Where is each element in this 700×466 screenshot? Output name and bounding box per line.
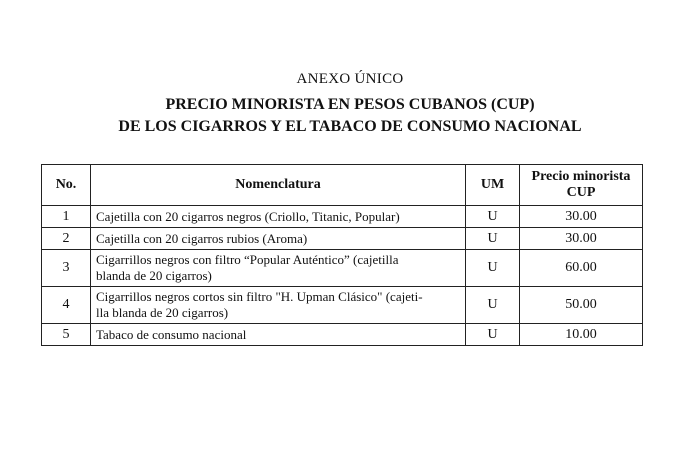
row-price: 30.00	[520, 228, 643, 250]
document-title-line-2: DE LOS CIGARROS Y EL TABACO DE CONSUMO NACIONAL	[118, 118, 582, 135]
row-nomenclatura-line-2: lla blanda de 20 cigarros)	[96, 305, 229, 320]
row-nomenclatura	[91, 250, 466, 287]
row-nomenclatura	[91, 324, 466, 346]
table-row	[42, 287, 643, 324]
row-um: U	[466, 287, 520, 324]
row-um: U	[466, 228, 520, 250]
table-row	[42, 206, 643, 228]
document-title-line-1: PRECIO MINORISTA EN PESOS CUBANOS (CUP)	[165, 96, 535, 113]
row-price: 30.00	[520, 206, 643, 228]
row-nomenclatura	[91, 287, 466, 324]
table-row	[42, 228, 643, 250]
column-header-price-line-1: Precio minorista	[531, 169, 631, 184]
table-header-row	[42, 165, 643, 206]
price-table	[41, 164, 643, 346]
row-price: 50.00	[520, 287, 643, 324]
table-row	[42, 250, 643, 287]
column-header-nomenclatura: Nomenclatura	[91, 165, 466, 206]
row-nomenclatura	[91, 228, 466, 250]
row-um: U	[466, 206, 520, 228]
row-um: U	[466, 324, 520, 346]
row-nomenclatura-line-1: Cigarrillos negros cortos sin filtro "H. Upman Clásico" (cajeti-	[96, 289, 423, 304]
row-nomenclatura-line-1: Cajetilla con 20 cigarros negros (Criollo, Titanic, Popular)	[96, 208, 400, 224]
row-nomenclatura-line-1: Tabaco de consumo nacional	[96, 326, 247, 342]
row-nomenclatura-line-1: Cajetilla con 20 cigarros rubios (Aroma)	[96, 230, 308, 246]
row-number: 4	[42, 287, 91, 324]
row-number: 2	[42, 228, 91, 250]
row-number: 5	[42, 324, 91, 346]
row-nomenclatura	[91, 206, 466, 228]
column-header-no: No.	[42, 165, 91, 206]
row-number: 1	[42, 206, 91, 228]
row-nomenclatura-line-2: blanda de 20 cigarros)	[96, 268, 212, 283]
row-number: 3	[42, 250, 91, 287]
annex-title: ANEXO ÚNICO	[296, 71, 404, 87]
column-header-price-line-2: CUP	[566, 185, 596, 200]
table-row	[42, 324, 643, 346]
row-price: 60.00	[520, 250, 643, 287]
row-um: U	[466, 250, 520, 287]
column-header-um: UM	[466, 165, 520, 206]
row-nomenclatura-line-1: Cigarrillos negros con filtro “Popular Auténtico” (cajetilla	[96, 252, 399, 267]
column-header-price	[520, 165, 643, 206]
row-price: 10.00	[520, 324, 643, 346]
